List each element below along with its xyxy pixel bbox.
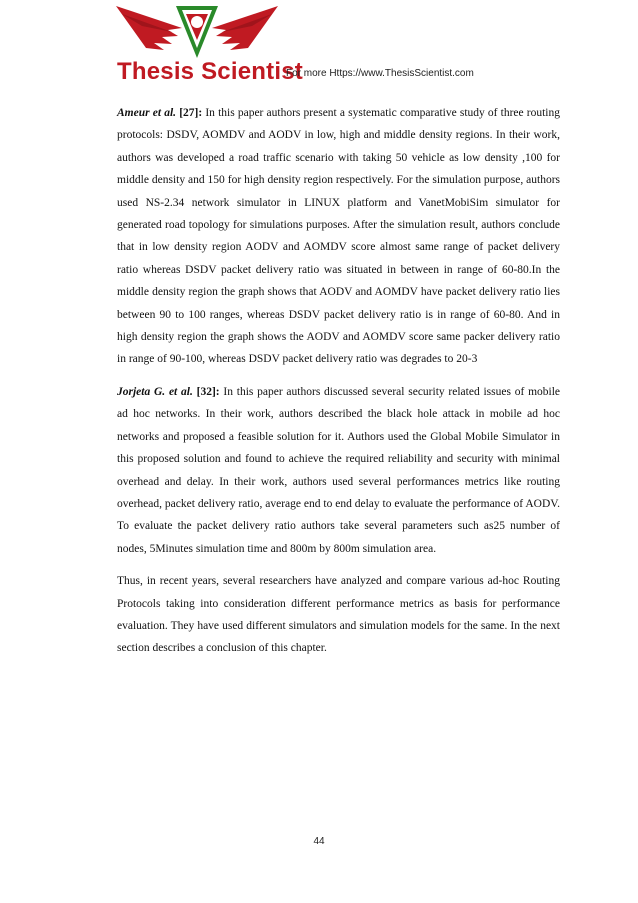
paragraph-body: In this paper authors discussed several security related issues of mobile ad hoc networks. In their work, authors described the black hole attack in mobile ad hoc networks and proposed a feasible solution for it. Authors used the Global Mobile Simulator in this proposed solution and found to achieve the required reliability and security with minimal overhead and delay. In their work, authors used several performances metrics like routing overhead, packet delivery ratio, average end to end delay to evaluate the performance of AODV. To evaluate the packet delivery ratio authors take several parameters such as25 number of nodes, 5Minutes simulation time and 800m by 800m simulation area. bbox=[117, 385, 561, 555]
page-number: 44 bbox=[313, 836, 325, 847]
reference-number: [27]: bbox=[179, 107, 203, 119]
paragraph-jorjeta bbox=[117, 381, 560, 560]
author-name: Ameur et al. bbox=[117, 107, 177, 119]
body-text bbox=[117, 102, 560, 670]
website-link[interactable]: For more Https://www.ThesisScientist.com bbox=[286, 68, 474, 79]
reference-number: [32]: bbox=[196, 385, 220, 398]
paragraph-ameur bbox=[117, 102, 560, 371]
paragraph-summary bbox=[117, 570, 560, 660]
brand-name: Thesis Scientist bbox=[117, 58, 303, 85]
paragraph-body: Thus, in recent years, several researchers have analyzed and compare various ad-hoc Routing Protocols taking into consideration different performance metrics as basis for performance evaluation. They have used different simulators and simulation models for the same. In the next section describes a conclusion of this chapter. bbox=[117, 575, 560, 655]
paragraph-body: In this paper authors present a systematic comparative study of three routing protocols: DSDV, AOMDV and AODV in low, high and middle density regions. In their work, authors was developed a road traffic scenario with taking 50 vehicle as low density ,100 for middle density and 150 for high density region respectively. For the simulation purpose, authors used NS-2.34 network simulator in LINUX platform and VanetMobiSim simulator for generated road topology for simulations purposes. After the simulation result, authors conclude that in low density region AODV and AOMDV score almost same range of packet delivery ratio whereas DSDV packet delivery ratio was situated in between in range of 60-80.In the middle density region the graph shows that AODV and AOMDV have packet delivery ratio lies between 90 to 100 ranges, whereas DSDV packet delivery ratio is in range of 60-80. And in high density region the graph shows the AODV and AOMDV score same packer delivery ratio in range of 90-100, whereas DSDV packet delivery ratio was degrades to 20-3 bbox=[117, 107, 561, 366]
winged-emblem-icon bbox=[112, 0, 282, 62]
author-name: Jorjeta G. et al. bbox=[117, 385, 193, 398]
